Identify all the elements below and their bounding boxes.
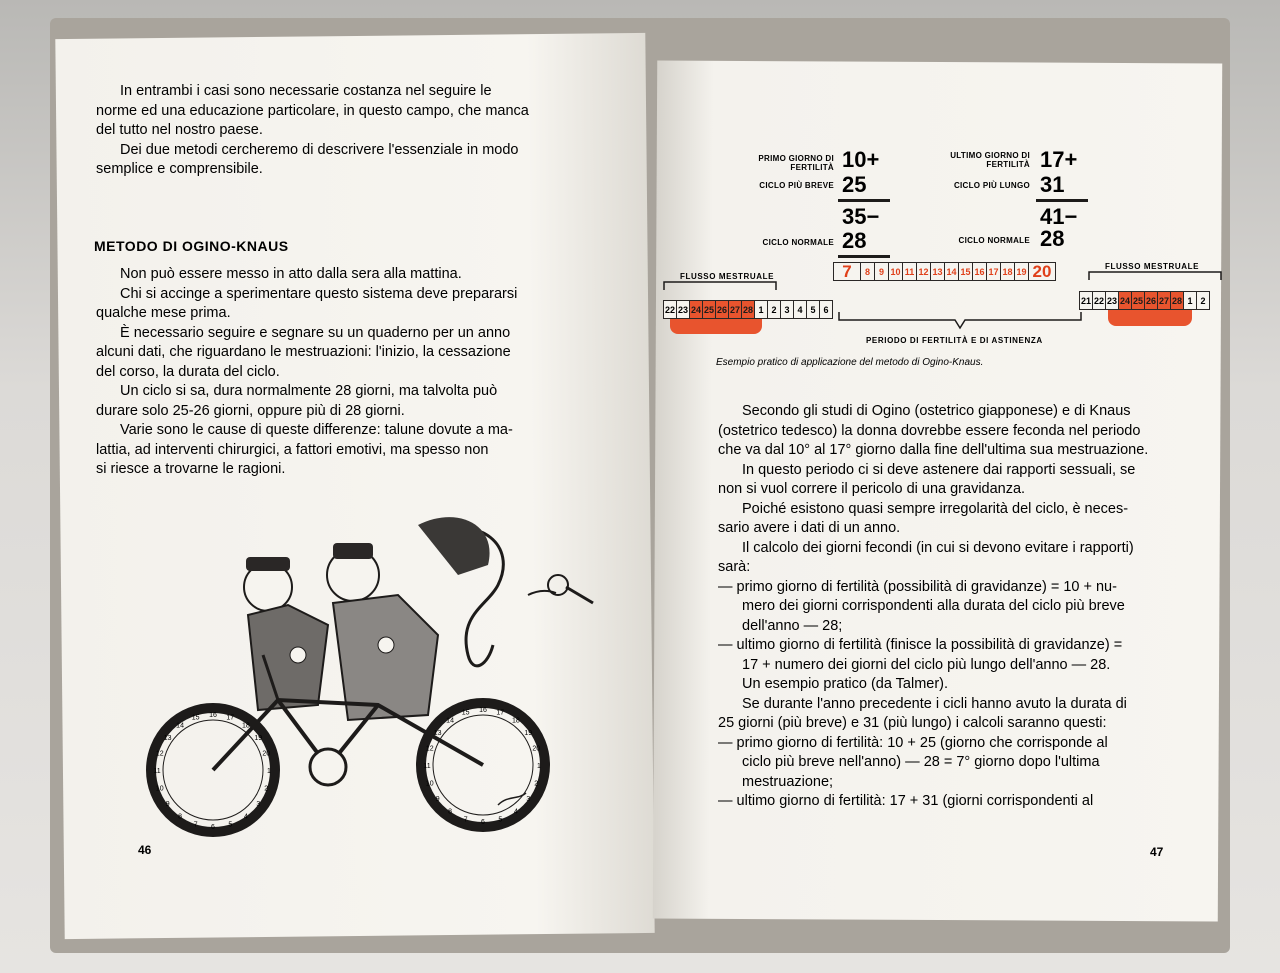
wheel-number: 17 xyxy=(496,709,505,717)
text-line: Varie sono le cause di queste differenze: talune dovute a ma- xyxy=(120,422,513,438)
ciclo-normale-label-left: CICLO NORMALE xyxy=(762,238,834,247)
text-line: mero dei giorni corrispondenti alla durata del ciclo più breve xyxy=(742,598,1125,614)
wheel-number: 5 xyxy=(228,821,233,829)
calendar-day: 6 xyxy=(819,300,833,319)
calendar-day: 8 xyxy=(860,262,875,281)
bracket-left xyxy=(660,278,780,292)
calendar-day: 11 xyxy=(902,262,917,281)
wheel-number: 20 xyxy=(532,745,541,753)
calendar-row-fertile xyxy=(834,262,1056,281)
calendar-day: 18 xyxy=(1000,262,1015,281)
calendar-day: 28 xyxy=(741,300,755,319)
text-line: — primo giorno di fertilità (possibilità di gravidanze) = 10 + nu- xyxy=(718,578,1117,595)
signature xyxy=(498,793,526,805)
wheel-number: 9 xyxy=(165,800,170,808)
calendar-day: 5 xyxy=(806,300,820,319)
wheel-number: 12 xyxy=(425,745,434,753)
calendar-day: 23 xyxy=(676,300,690,319)
ciclo-breve-label: CICLO PIÙ BREVE xyxy=(759,181,834,190)
wheel-number: 9 xyxy=(435,795,440,803)
calendar-day: 28 xyxy=(1170,291,1184,310)
text-line: che va dal 10° al 17° giorno dalla fine dell'ultima sua mestruazione. xyxy=(718,442,1149,458)
page-number-right: 47 xyxy=(1150,845,1164,859)
wheel-number: 16 xyxy=(209,712,217,719)
calendar-day: 13 xyxy=(930,262,945,281)
section-heading: METODO DI OGINO-KNAUS xyxy=(94,238,289,254)
calendar-day: 2 xyxy=(1196,291,1210,310)
text-line: Un ciclo si sa, dura normalmente 28 giorni, ma talvolta può xyxy=(120,383,498,399)
calendar-day: 10 xyxy=(888,262,903,281)
text-line: (ostetrico tedesco) la donna dovrebbe essere feconda nel periodo xyxy=(718,422,1141,439)
text-line: norme ed una educazione particolare, in questo campo, che manca xyxy=(96,102,529,119)
calendar-day: 27 xyxy=(1157,291,1171,310)
calendar-day: 22 xyxy=(1092,291,1106,310)
text-line: del tutto nel nostro paese. xyxy=(96,122,263,138)
calendar-day: 24 xyxy=(1118,291,1132,310)
wheel-number: 10 xyxy=(425,780,434,788)
calendar-day: 7 xyxy=(833,262,861,281)
text-line: durare solo 25-26 giorni, oppure più di 28 giorni. xyxy=(96,402,405,419)
calendar-day: 22 xyxy=(663,300,677,319)
text-line: alcuni dati, che riguardano le mestruazioni: l'inizio, la cessazione xyxy=(96,344,511,360)
calendar-day: 26 xyxy=(1144,291,1158,310)
ciclo-lungo-value: 31 xyxy=(1040,172,1065,197)
calendar-day: 3 xyxy=(780,300,794,319)
wheel-number: 2 xyxy=(534,780,539,788)
wheel-number: 15 xyxy=(191,714,200,722)
text-line: Chi si accinge a sperimentare questo sistema deve prepararsi xyxy=(120,285,518,302)
text-line: Se durante l'anno precedente i cicli hanno avuto la durata di xyxy=(742,695,1127,712)
wheel-number: 19 xyxy=(524,730,533,738)
calendar-day: 19 xyxy=(1014,262,1029,281)
text-line: sarà: xyxy=(718,559,751,575)
figure-caption: Esempio pratico di applicazione del metodo di Ogino-Knaus. xyxy=(716,357,984,368)
sum-line xyxy=(1036,199,1088,202)
sum-line xyxy=(838,199,890,202)
wheel-number: 13 xyxy=(163,735,172,743)
calendar-row-left xyxy=(664,300,833,319)
calendar-day: 14 xyxy=(944,262,959,281)
result-line xyxy=(838,255,890,258)
flusso-label-left: FLUSSO MESTRUALE xyxy=(680,272,775,281)
text-line: non si vuol correre il pericolo di una gravidanza. xyxy=(718,481,1026,497)
text-line: Secondo gli studi di Ogino (ostetrico giapponese) e di Knaus xyxy=(742,403,1131,419)
bracket-periodo xyxy=(835,310,1085,334)
wheel-number: 17 xyxy=(226,714,235,722)
calendar-day: 9 xyxy=(874,262,889,281)
wheel-number: 7 xyxy=(463,816,468,824)
wheel-number: 6 xyxy=(211,824,215,831)
calendar-day: 1 xyxy=(754,300,768,319)
text-line: 17 + numero dei giorni del ciclo più lungo dell'anno — 28. xyxy=(742,656,1111,673)
ciclo-normale-value-right: 28 xyxy=(1040,226,1065,251)
text-line: ciclo più breve nell'anno) — 28 = 7° giorno dopo l'ultima xyxy=(742,754,1100,770)
text-line: mestruazione; xyxy=(742,773,834,790)
text-line: Un esempio pratico (da Talmer). xyxy=(742,676,949,692)
periodo-label: PERIODO DI FERTILITÀ E DI ASTINENZA xyxy=(866,336,1043,345)
wheel-number: 18 xyxy=(242,722,250,730)
text-line: sario avere i dati di un anno. xyxy=(718,520,901,536)
calendar-day: 20 xyxy=(1028,262,1056,281)
calendar-day: 23 xyxy=(1105,291,1119,310)
tandem-bicycle-illustration xyxy=(138,505,598,845)
wheel-number: 20 xyxy=(262,750,271,758)
wheel-number: 19 xyxy=(254,735,263,743)
ciclo-lungo-label: CICLO PIÙ LUNGO xyxy=(953,181,1030,190)
wheel-number: 5 xyxy=(498,816,503,824)
text-line: In questo periodo ci si deve astenere dai rapporti sessuali, se xyxy=(742,461,1136,478)
primo-giorno-label: PRIMO GIORNO DI FERTILITÀ xyxy=(758,154,834,172)
calendar-day: 21 xyxy=(1079,291,1093,310)
text-line: — ultimo giorno di fertilità: 17 + 31 (giorni corrispondenti al xyxy=(718,793,1094,809)
text-line: qualche mese prima. xyxy=(96,305,231,321)
wheel-number: 7 xyxy=(193,821,198,829)
text-line: si riesce a trovarne le ragioni. xyxy=(96,461,286,477)
ciclo-normale-value-left: 28 xyxy=(842,228,867,253)
wheel-number: 14 xyxy=(446,717,454,725)
wheel-number: 11 xyxy=(423,763,431,770)
wheel-number: 15 xyxy=(461,709,470,717)
calendar-day: 16 xyxy=(972,262,987,281)
text-line: Il calcolo dei giorni fecondi (in cui si devono evitare i rapporti) xyxy=(742,539,1134,556)
wheel-number: 2 xyxy=(264,785,269,793)
wheel-number: 8 xyxy=(448,808,453,816)
flusso-label-right: FLUSSO MESTRUALE xyxy=(1105,262,1200,271)
right-body xyxy=(718,402,1178,812)
text-line: 25 giorni (più breve) e 31 (più lungo) i calcoli saranno questi: xyxy=(718,715,1107,731)
text-line: In entrambi i casi sono necessarie costanza nel seguire le xyxy=(120,83,492,99)
left-intro xyxy=(96,82,532,180)
text-line: Poiché esistono quasi sempre irregolarità del ciclo, è neces- xyxy=(742,500,1129,517)
text-line: semplice e comprensibile. xyxy=(96,161,263,177)
wheel-number: 11 xyxy=(153,768,161,775)
wheel-number: 14 xyxy=(176,722,184,730)
wheel-number: 4 xyxy=(243,813,248,821)
sum-right-value: 41− xyxy=(1040,204,1078,229)
calendar-day: 12 xyxy=(916,262,931,281)
wheel-number: 12 xyxy=(155,750,164,758)
text-line: — primo giorno di fertilità: 10 + 25 (giorno che corrisponde al xyxy=(718,734,1108,751)
calendar-day: 26 xyxy=(715,300,729,319)
wheel-number: 4 xyxy=(513,808,518,816)
text-line: Dei due metodi cercheremo di descrivere l'essenziale in modo xyxy=(120,141,519,158)
calendar-day: 2 xyxy=(767,300,781,319)
wheel-number: 16 xyxy=(479,707,487,714)
wheel-number: 1 xyxy=(537,763,541,770)
calendar-day: 27 xyxy=(728,300,742,319)
ciclo-normale-label-right: CICLO NORMALE xyxy=(958,236,1030,245)
bracket-right xyxy=(1085,268,1225,282)
wheel-number: 3 xyxy=(256,800,261,808)
page-number-left: 46 xyxy=(138,843,152,857)
primo-giorno-value: 10+ xyxy=(842,147,880,172)
wheel-number: 3 xyxy=(526,795,531,803)
text-line: — ultimo giorno di fertilità (finisce la possibilità di gravidanze) = xyxy=(718,637,1123,653)
text-line: dell'anno — 28; xyxy=(742,617,843,634)
calendar-day: 17 xyxy=(986,262,1001,281)
left-body xyxy=(96,265,532,480)
ultimo-giorno-label: ULTIMO GIORNO DI FERTILITÀ xyxy=(950,151,1030,169)
text-line: È necessario seguire e segnare su un quaderno per un anno xyxy=(120,324,511,341)
ultimo-giorno-value: 17+ xyxy=(1040,147,1078,172)
wheel-number: 8 xyxy=(178,813,183,821)
wheel-number: 18 xyxy=(512,717,520,725)
text-line: lattia, ad interventi chirurgici, a fattori emotivi, ma spesso non xyxy=(96,441,489,458)
wheel-number: 10 xyxy=(155,785,164,793)
calendar-day: 25 xyxy=(702,300,716,319)
calendar-day: 4 xyxy=(793,300,807,319)
text-line: Non può essere messo in atto dalla sera alla mattina. xyxy=(120,266,462,282)
calendar-day: 15 xyxy=(958,262,973,281)
text-line: del corso, la durata del ciclo. xyxy=(96,363,280,380)
ciclo-breve-value: 25 xyxy=(842,172,867,197)
wheel-number: 1 xyxy=(267,768,271,775)
sum-left-value: 35− xyxy=(842,204,880,229)
calendar-day: 24 xyxy=(689,300,703,319)
calendar-row-right xyxy=(1080,291,1210,310)
wheel-number: 13 xyxy=(433,730,442,738)
calendar-day: 1 xyxy=(1183,291,1197,310)
calendar-day: 25 xyxy=(1131,291,1145,310)
wheel-number: 6 xyxy=(481,819,485,826)
